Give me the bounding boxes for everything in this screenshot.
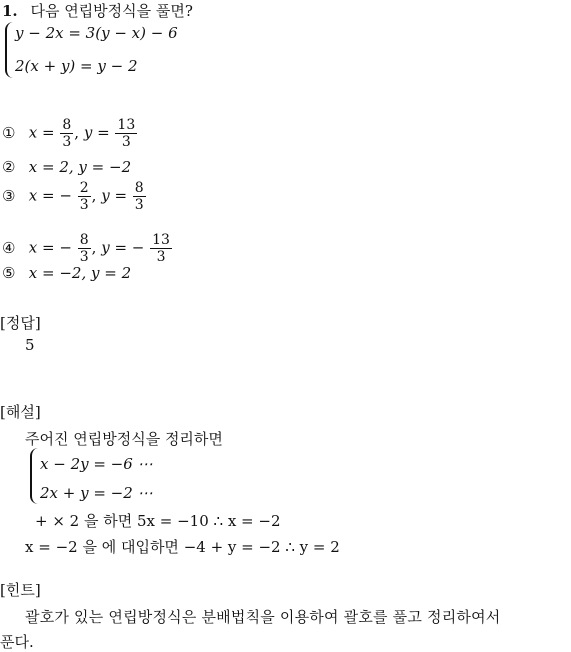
option-marker: ③ bbox=[2, 186, 16, 205]
option-1: ① x = $\frac{8}{3}$ , y = $\frac{13}{3}$ bbox=[2, 117, 136, 150]
answer-value: 5 bbox=[25, 336, 35, 354]
explanation-intro: 주어진 연립방정식을 정리하면 bbox=[25, 430, 223, 448]
y-fraction: $\frac{8}{3}$ bbox=[134, 180, 144, 213]
explanation-step-1: + × 2 을 하면 5x = −10 ∴ x = −2 bbox=[35, 512, 281, 530]
hint-heading: [힌트] bbox=[0, 581, 41, 599]
hint-line-1: 괄호가 있는 연립방정식은 분배법칙을 이용하여 괄호를 풀고 정리하여서 bbox=[25, 608, 501, 626]
answer-heading: [정답] bbox=[0, 314, 41, 332]
option-5 bbox=[2, 264, 131, 282]
option-4: ④ x = − $\frac{8}{3}$ , y = − $\frac{13}{3}$ bbox=[2, 232, 170, 265]
hint-line-2: 푼다. bbox=[0, 633, 34, 651]
y-fraction: $\frac{13}{3}$ bbox=[117, 117, 136, 150]
option-2 bbox=[2, 158, 131, 176]
y-fraction: $\frac{13}{3}$ bbox=[152, 232, 170, 265]
x-fraction: $\frac{8}{3}$ bbox=[62, 117, 72, 150]
question-system-brace bbox=[5, 22, 13, 78]
explanation-system-brace bbox=[30, 448, 38, 504]
option-marker: ④ bbox=[2, 238, 16, 257]
option-3: ③ x = − $\frac{2}{3}$ , y = $\frac{8}{3}$ bbox=[2, 180, 144, 213]
option-marker: ② bbox=[2, 158, 16, 176]
x-fraction: $\frac{8}{3}$ bbox=[79, 232, 89, 265]
question-prompt: 다음 연립방정식을 풀면? bbox=[30, 2, 193, 20]
explanation-step-2: x = −2 을 에 대입하면 −4 + y = −2 ∴ y = 2 bbox=[25, 538, 340, 556]
question-header bbox=[2, 0, 193, 21]
x-fraction: $\frac{2}{3}$ bbox=[79, 180, 89, 213]
question-equation-2: 2(x + y) = y − 2 bbox=[15, 57, 138, 75]
explanation-heading: [해설] bbox=[0, 403, 41, 421]
option-marker: ⑤ bbox=[2, 264, 16, 282]
question-equation-1: y − 2x = 3(y − x) − 6 bbox=[15, 24, 178, 42]
explanation-equation-2: 2x + y = −2 ⋯ bbox=[40, 484, 153, 502]
option-text: x = 2, y = −2 bbox=[28, 158, 132, 176]
option-text: x = −2, y = 2 bbox=[28, 264, 132, 282]
option-marker: ① bbox=[2, 123, 16, 142]
question-number: 1. bbox=[2, 2, 18, 20]
explanation-equation-1: x − 2y = −6 ⋯ bbox=[40, 455, 153, 473]
